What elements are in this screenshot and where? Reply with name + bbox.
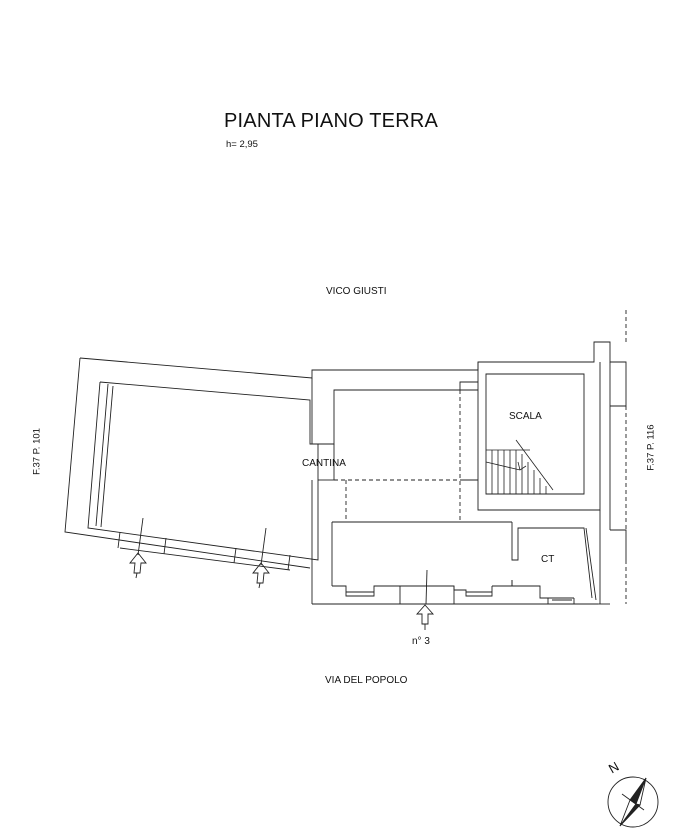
wall-left-outer <box>80 342 626 378</box>
plan-title: PIANTA PIANO TERRA <box>224 110 439 132</box>
civic-number-label: n° 3 <box>412 636 430 647</box>
wall-left-room-inner-line2 <box>101 386 113 527</box>
wall-scala <box>478 362 600 510</box>
compass-rose <box>608 777 658 827</box>
room-label-scala: SCALA <box>509 411 542 422</box>
neighbor-parcel-left: F.37 P. 101 <box>31 428 43 475</box>
wall-cantina <box>312 378 478 444</box>
neighbor-parcel-right: F.37 P. 116 <box>645 424 657 471</box>
compass-north-letter: N <box>605 758 622 777</box>
room-label-ct: CT <box>541 554 555 565</box>
entrance-arrow-main <box>417 605 433 624</box>
entrance-arrow-1 <box>130 553 146 573</box>
ceiling-height-note: h= 2,95 <box>226 139 258 150</box>
staircase <box>486 440 553 494</box>
room-label-cantina: CANTINA <box>302 458 346 469</box>
street-label-north: VICO GIUSTI <box>326 286 387 297</box>
wall-left-room-inner <box>88 382 318 560</box>
street-label-south: VIA DEL POPOLO <box>325 675 408 686</box>
